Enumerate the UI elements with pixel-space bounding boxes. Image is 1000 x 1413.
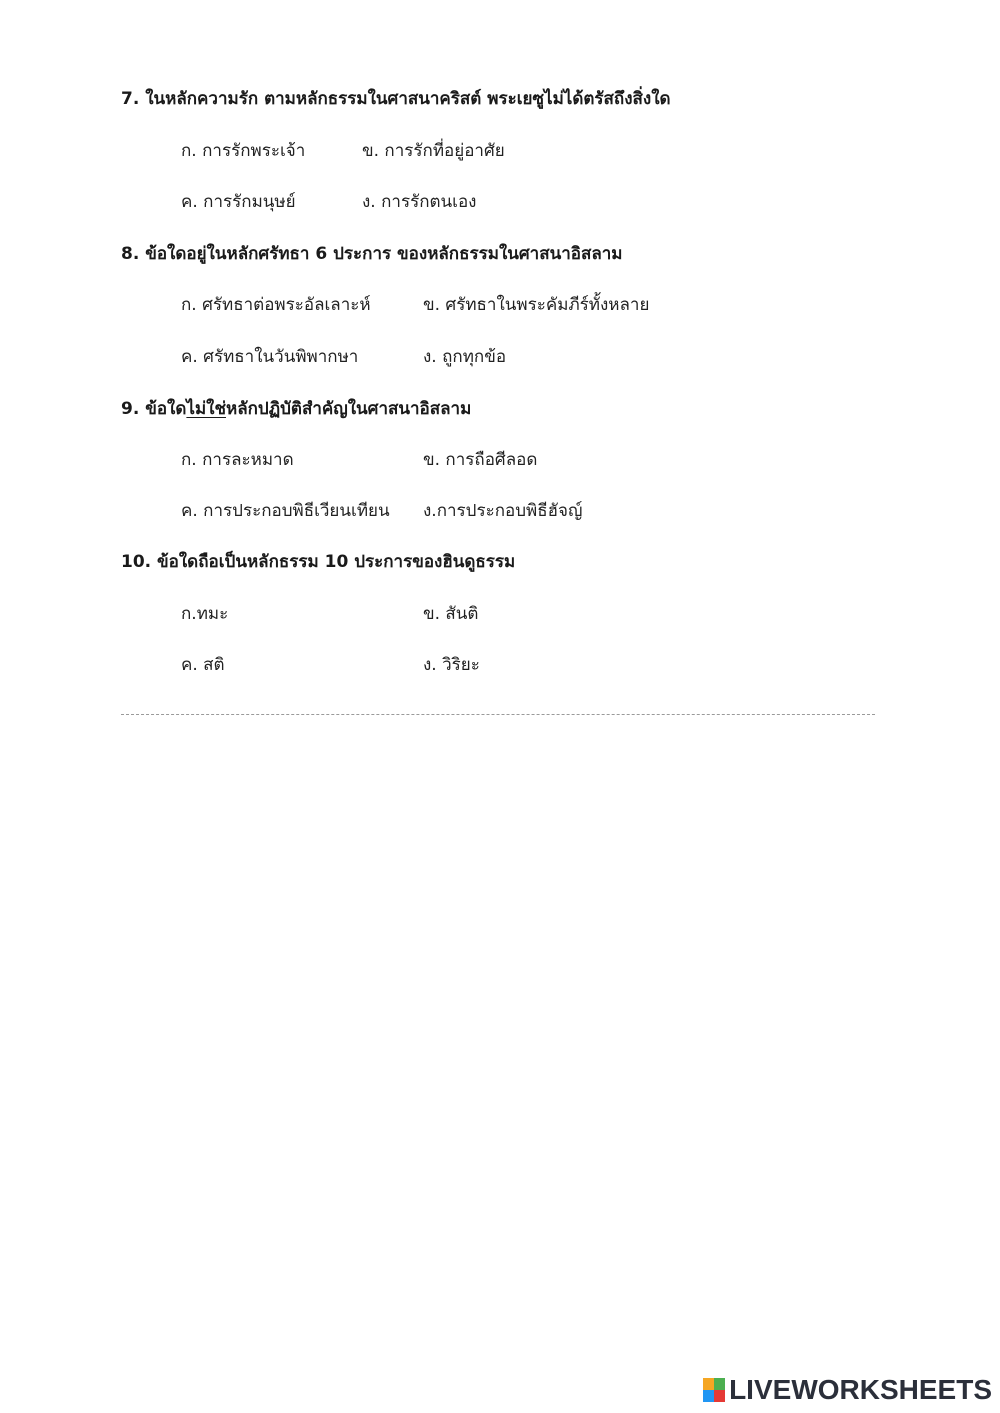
question-7-number: 7. [121, 89, 140, 109]
q8-option-d[interactable]: ง. ถูกทุกข้อ [423, 347, 507, 367]
logo-text: LIVEWORKSHEETS [729, 1374, 992, 1405]
logo-tile-blue [703, 1390, 714, 1402]
question-8-number: 8. [121, 244, 140, 264]
question-9-text-emphasis: ไม่ใช่ [186, 399, 226, 419]
question-9-title [121, 397, 471, 421]
liveworksheets-logo[interactable] [703, 1375, 992, 1405]
q9-option-c[interactable]: ค. การประกอบพิธีเวียนเทียน [181, 501, 390, 521]
q9-option-d[interactable]: ง.การประกอบพิธีฮัจญ์ [423, 501, 583, 521]
q10-option-c[interactable]: ค. สติ [181, 655, 225, 675]
question-8-text: ข้อใดอยู่ในหลักศรัทธา 6 ประการ ของหลักธรรมในศาสนาอิสลาม [145, 244, 623, 264]
q10-option-d[interactable]: ง. วิริยะ [423, 655, 480, 675]
question-9-text-pre: ข้อใด [145, 399, 187, 419]
logo-tile-green [714, 1378, 725, 1390]
q7-option-b[interactable]: ข. การรักที่อยู่อาศัย [362, 141, 505, 161]
q9-option-b[interactable]: ข. การถือศีลอด [423, 450, 538, 470]
question-10-text: ข้อใดถือเป็นหลักธรรม 10 ประการของฮินดูธรรม [157, 552, 516, 572]
question-9-text-post: หลักปฏิบัติสำคัญในศาสนาอิสลาม [226, 399, 472, 419]
q7-option-d[interactable]: ง. การรักตนเอง [362, 192, 477, 212]
q9-option-a[interactable]: ก. การละหมาด [181, 450, 294, 470]
question-7-title [121, 87, 671, 111]
question-10-number: 10. [121, 552, 152, 572]
liveworksheets-logo-icon [703, 1378, 725, 1402]
q8-option-c[interactable]: ค. ศรัทธาในวันพิพากษา [181, 347, 359, 367]
section-divider [121, 714, 875, 715]
question-10-title [121, 550, 515, 574]
q7-option-a[interactable]: ก. การรักพระเจ้า [181, 141, 306, 161]
logo-tile-red [714, 1390, 725, 1402]
logo-tile-orange [703, 1378, 714, 1390]
question-7-text: ในหลักความรัก ตามหลักธรรมในศาสนาคริสต์ พระเยซูไม่ได้ตรัสถึงสิ่งใด [145, 89, 671, 109]
question-8-title [121, 242, 623, 266]
q10-option-b[interactable]: ข. สันติ [423, 604, 479, 624]
q8-option-a[interactable]: ก. ศรัทธาต่อพระอัลเลาะห์ [181, 295, 371, 315]
q10-option-a[interactable]: ก.ทมะ [181, 604, 229, 624]
q8-option-b[interactable]: ข. ศรัทธาในพระคัมภีร์ทั้งหลาย [423, 295, 650, 315]
question-9-number: 9. [121, 399, 140, 419]
q7-option-c[interactable]: ค. การรักมนุษย์ [181, 192, 296, 212]
